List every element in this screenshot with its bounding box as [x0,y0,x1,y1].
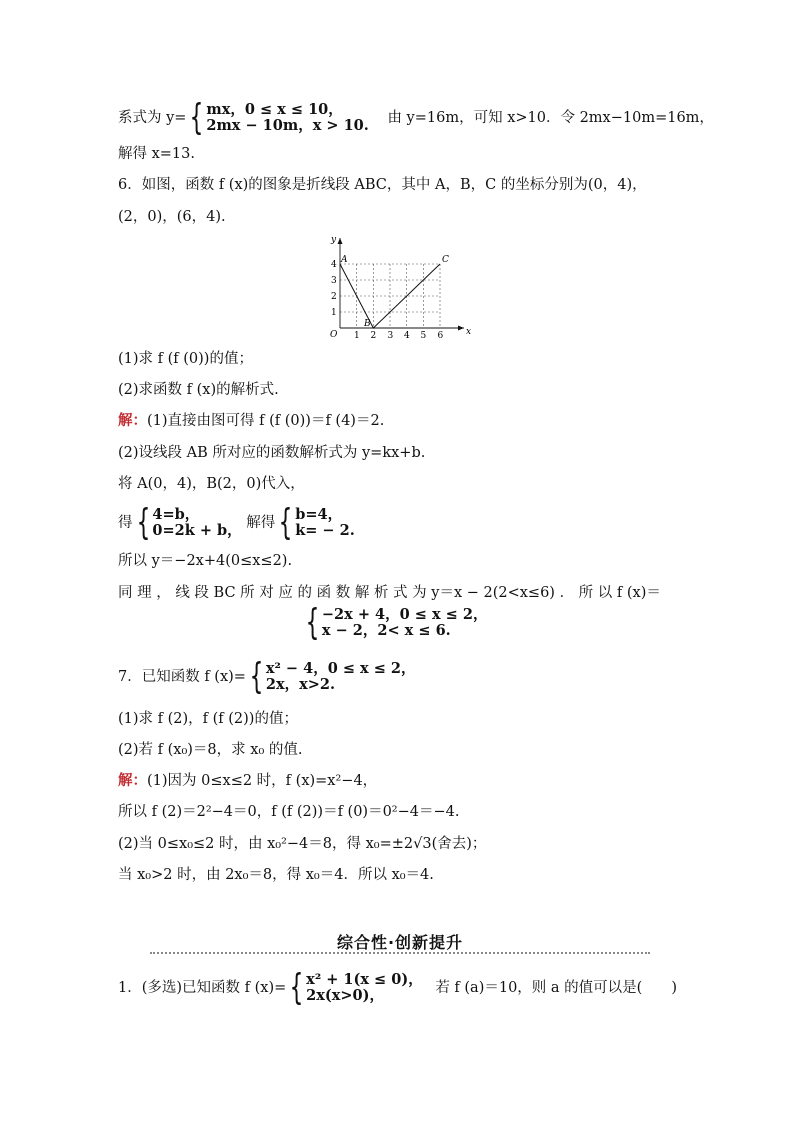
grid [340,264,440,328]
formula-prefix: 系式为 y= [118,110,187,126]
x-tick-label: 4 [404,331,410,340]
solution-system [118,502,355,543]
text: 得 [118,515,133,531]
point-a-label: A [341,255,348,265]
case-2: 2mx − 10m，x > 10. [206,117,369,134]
section-divider [150,952,650,954]
piecewise-function: { −2x + 4，0 ≤ x ≤ 2， x − 2，2< x ≤ 6. [305,602,488,643]
piecewise-function: { mx，0 ≤ x ≤ 10， 2mx − 10m，x > 10. [190,97,369,138]
text: 解得 [246,515,276,531]
solution-line: 当 x₀>2 时，由 2x₀＝8，得 x₀＝4．所以 x₀＝4. [118,867,434,883]
y-tick-label: 1 [331,308,337,318]
case-1: −2x + 4，0 ≤ x ≤ 2， [321,606,488,623]
question-2: (2)若 f (x₀)＝8，求 x₀ 的值. [118,742,303,758]
case-2: 2x(x>0)， [306,987,385,1004]
solution-line [118,772,377,790]
case-2: x − 2，2< x ≤ 6. [321,622,451,639]
y-tick-label: 3 [331,276,337,286]
x-axis-arrow-icon [458,326,464,331]
equation-system: { 4=b， 0=2k + b， [136,502,242,543]
solution-line: (2)当 0≤x₀≤2 时，由 x₀²−4＝8，得 x₀=±2√3(舍去)； [118,836,487,852]
problem-text: 7．已知函数 f (x)= [118,669,246,685]
solution-line: 所以 f (2)＝2²−4＝0，f (f (2))＝f (0)＝0²−4＝−4. [118,804,460,820]
solution-line: (2)设线段 AB 所对应的函数解析式为 y=kx+b. [118,445,426,461]
y-axis-arrow-icon [338,238,343,244]
solution-label: 解： [118,412,147,429]
y-tick-label: 4 [331,260,337,270]
x-axis-label: x [466,327,472,337]
solution-text: (1)因为 0≤x≤2 时，f (x)=x²−4， [147,773,378,789]
x-tick-label: 2 [370,331,377,340]
formula-suffix: 由 y=16m，可知 x>10．令 2mx−10m=16m， [387,110,714,126]
solution-label: 解： [118,772,147,789]
question-1: (1)求 f (f (0))的值； [118,351,253,367]
problem-6-text: 6．如图，函数 f (x)的图象是折线段 ABC，其中 A，B，C 的坐标分别为(0，4)， [118,177,647,193]
piecewise-function: { x² − 4，0 ≤ x ≤ 2， 2x，x>2. [249,656,416,697]
origin-label: O [330,330,338,340]
solution-piecewise [302,602,488,643]
point-c-label: C [442,255,449,265]
problem-7 [118,656,416,697]
solution-line [118,412,384,430]
case-2: 2x，x>2. [265,676,336,693]
case-1: x² − 4，0 ≤ x ≤ 2， [265,660,416,677]
solution-line: 所以 y＝−2x+4(0≤x≤2). [118,553,293,569]
question-2: (2)求函数 f (x)的解析式. [118,382,279,398]
solution-1: b=4， [295,506,343,523]
y-tick-label: 2 [331,292,337,302]
function-graph [318,232,478,344]
point-b-label: B [364,319,371,329]
x-tick-label: 3 [387,331,394,340]
solution-2: k= − 2. [295,522,355,539]
y-axis-label: y [331,235,337,245]
question-1: (1)求 f (2)，f (f (2))的值； [118,711,298,727]
x-tick-label: 6 [437,331,444,340]
text-line: 解得 x=13. [118,146,195,162]
piecewise-function: { x² + 1(x ≤ 0)， 2x(x>0)， [289,967,423,1008]
section-title: 综合性·创新提升 [336,933,464,952]
problem-6-text-cont: (2，0)，(6，4). [118,209,226,225]
x-tick-label: 5 [420,331,427,340]
text-line [118,97,714,138]
case-1: mx，0 ≤ x ≤ 10， [206,101,343,118]
solution-line: 同 理 ， 线 段 BC 所 对 应 的 函 数 解 析 式 为 y＝x − 2(2<x≤6) ． 所 以 f (x)＝ [118,585,661,601]
problem-1 [118,967,677,1008]
section-header [150,930,650,953]
solution-text: (1)直接由图可得 f (f (0))＝f (4)＝2. [147,413,385,429]
equation-2: 0=2k + b， [152,522,242,539]
x-tick-label: 1 [354,331,360,340]
equation-1: 4=b， [152,506,200,523]
problem-text-cont: 若 f (a)＝10，则 a 的值可以是( ) [435,980,677,996]
solution-line: 将 A(0，4)，B(2，0)代入， [118,476,305,492]
equation-solution: { b=4， k= − 2. [278,502,355,543]
problem-text: 1．(多选)已知函数 f (x)= [118,980,287,996]
case-1: x² + 1(x ≤ 0)， [306,971,423,988]
